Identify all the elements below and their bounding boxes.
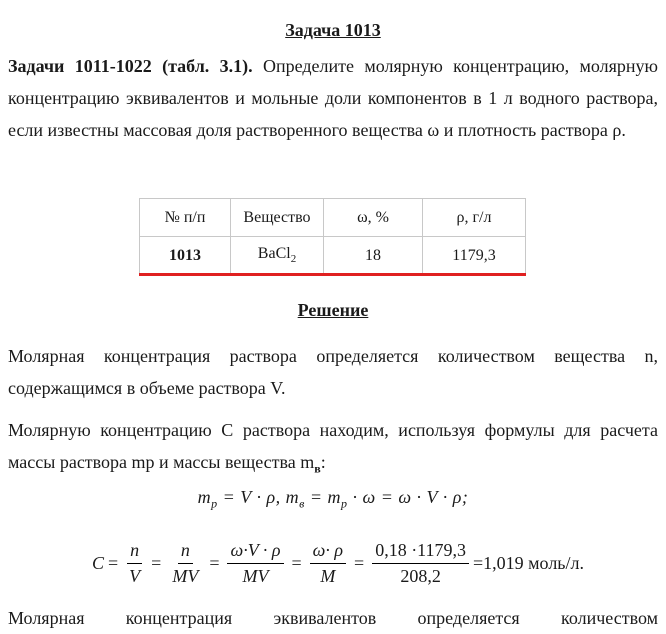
cell-number: 1013 (140, 237, 231, 275)
header-number: № п/п (140, 199, 231, 237)
fraction-3: $\frac{\omega\cdot V \cdot \rho}{MV}$ (227, 540, 283, 587)
header-substance: Вещество (231, 199, 324, 237)
fraction-5: $\frac{0,18 \cdot 1179,3}{208,2}$ (372, 540, 469, 587)
table-underline (139, 273, 526, 276)
table-header-row (140, 199, 526, 237)
cell-rho: 1179,3 (423, 237, 526, 275)
task-text: Определите молярную концентрацию, молярную концентрацию эквивалентов и мольные доли компонентов в 1 л водного раствора, если известны массовая доля растворенного вещества ω и плотность раствора ρ. (8, 56, 659, 140)
header-omega: ω, % (324, 199, 423, 237)
formula-result: =1,019 моль/л. (473, 552, 584, 573)
data-table (139, 198, 526, 275)
fraction-2: $\frac{n}{MV}$ (172, 539, 199, 586)
paragraph-1: Молярная концентрация раствора определяется количеством вещества n, содержащимся в объеме раствора V. (8, 346, 658, 398)
cell-omega: 18 (324, 237, 423, 275)
solution-heading: Решение (297, 300, 369, 320)
task-reference: Задачи 1011-1022 (табл. 3.1). (8, 56, 253, 76)
paragraph-3: Молярная концентрация эквивалентов определяется количеством (8, 608, 658, 628)
fraction-4: $\frac{\omega\cdot \rho}{M}$ (310, 540, 346, 587)
header-rho: ρ, г/л (423, 199, 526, 237)
task-statement (8, 50, 658, 146)
table-row (140, 237, 526, 275)
cell-substance: BaCl$_2$ (231, 237, 324, 275)
concentration-formula: C = $\frac{n}{V}$ = $\frac{n}{MV}$ = $\frac{\omega\cdot V \cdot \rho}{MV}$ = $\frac{\omega\cdot \rho}{M}$ = $\frac{0,18 \cdot 1179,3}{208,2}$ =1,019 моль/л. (92, 539, 584, 586)
page-title: Задача 1013 (285, 20, 381, 40)
mass-formula: $m_р = V \cdot \rho$, $m_в = m_р \cdot \omega = \omega \cdot V \cdot \rho$; (197, 487, 469, 511)
fraction-1: $\frac{n}{V}$ (129, 539, 141, 586)
paragraph-2: Молярную концентрацию С раствора находим, используя формулы для расчета массы раствора mр и массы вещества $m_в$: (8, 420, 658, 476)
